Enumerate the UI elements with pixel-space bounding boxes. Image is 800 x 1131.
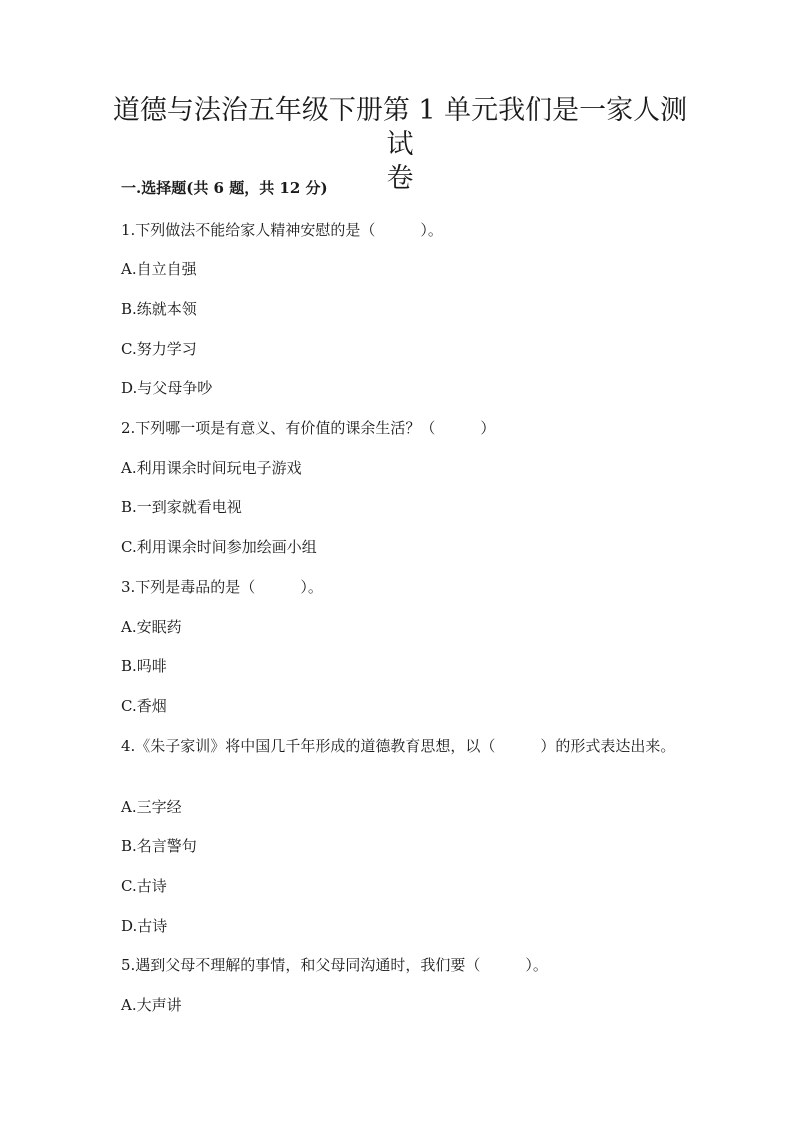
question-4-option-c: C.古诗	[121, 877, 167, 895]
question-2-option-a: A.利用课余时间玩电子游戏	[121, 459, 302, 477]
question-4-option-a: A.三字经	[121, 798, 182, 816]
section-heading: 一.选择题(共 6 题，共 12 分)	[121, 179, 328, 197]
question-5-option-a: A.大声讲	[121, 996, 182, 1014]
question-2-stem: 2.下列哪一项是有意义、有价值的课余生活？（ ）	[121, 419, 496, 437]
question-4-option-b: B.名言警句	[121, 837, 197, 855]
question-3-option-c: C.香烟	[121, 697, 167, 715]
question-1-stem: 1.下列做法不能给家人精神安慰的是（ ）。	[121, 221, 443, 239]
question-1-option-d: D.与父母争吵	[121, 379, 213, 397]
question-1-option-c: C.努力学习	[121, 340, 197, 358]
question-3-option-b: B.吗啡	[121, 657, 167, 675]
question-3-stem: 3.下列是毒品的是（ ）。	[121, 578, 323, 596]
question-1-option-a: A.自立自强	[121, 260, 197, 278]
question-1-option-b: B.练就本领	[121, 300, 197, 318]
title-line-1: 道德与法治五年级下册第 1 单元我们是一家人测试	[112, 95, 688, 160]
question-3-option-a: A.安眠药	[121, 618, 182, 636]
question-2-option-c: C.利用课余时间参加绘画小组	[121, 538, 317, 556]
title-line-2: 卷	[386, 163, 414, 194]
question-4-option-d: D.古诗	[121, 917, 168, 935]
question-2-option-b: B.一到家就看电视	[121, 498, 242, 516]
question-5-stem: 5.遇到父母不理解的事情，和父母同沟通时，我们要（ ）。	[121, 956, 548, 974]
question-4-stem: 4.《朱子家训》将中国几千年形成的道德教育思想，以（ ）的形式表达出来。	[121, 737, 676, 755]
